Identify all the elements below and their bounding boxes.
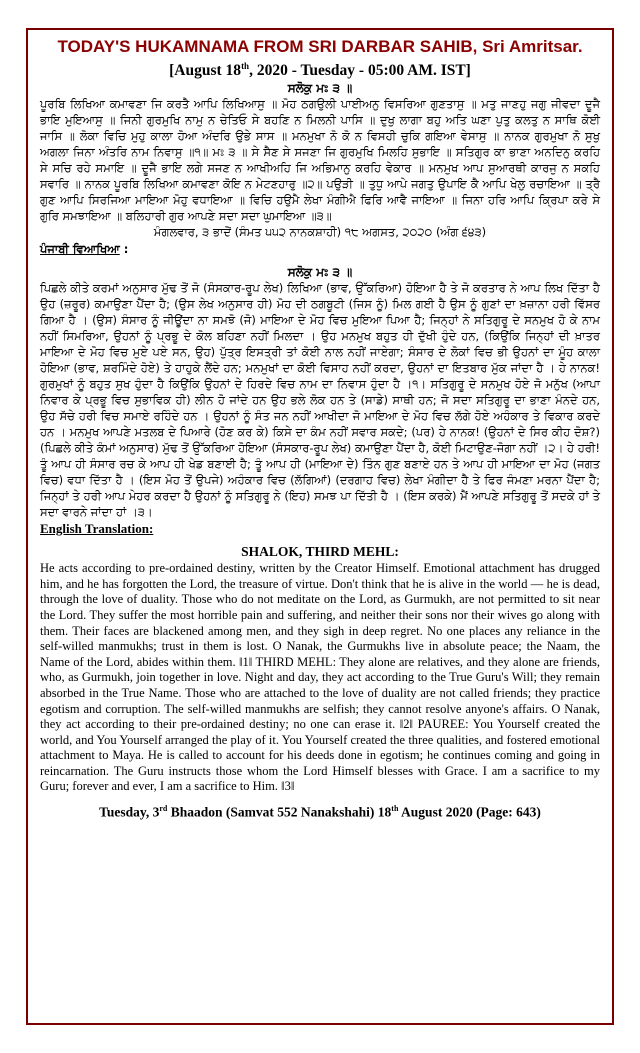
- punjabi-text: ਪਿਛਲੇ ਕੀਤੇ ਕਰਮਾਂ ਅਨੁਸਾਰ ਮੁੱਢ ਤੋਂ ਜੋ (ਸੰਸਕਾਰ-ਰੂਪ ਲੇਖ) ਲਿਖਿਆ (ਭਾਵ, ਉੱਕਰਿਆ) ਹੋਇਆ ਹੈ ਤੇ ਜੋ ਕਰਤਾਰ ਨੇ ਆਪ ਲਿਖ ਦਿੱਤਾ ਹੈ ਉਹ (ਜ਼ਰੂਰ) ਕਮਾਉਣਾ ਪੈਂਦਾ ਹੈ; (ਉਸ ਲੇਖ ਅਨੁਸਾਰ ਹੀ) ਮੋਹ ਦੀ ਠਗਬੂਟੀ (ਜਿਸ ਨੂੰ) ਮਿਲ ਗਈ ਹੈ ਉਸ ਨੂੰ ਗੁਣਾਂ ਦਾ ਖ਼ਜ਼ਾਨਾ ਹਰੀ ਵਿੱਸਰ ਗਿਆ ਹੈ । (ਉਸ) ਸੰਸਾਰ ਨੂੰ ਜੀਊਂਦਾ ਨਾ ਸਮਝੋ (ਜੋ) ਮਾਇਆ ਦੇ ਮੋਹ ਵਿਚ ਮੁਇਆ ਪਿਆ ਹੈ; ਜਿਨ੍ਹਾਂ ਨੇ ਸਤਿਗੁਰੂ ਦੇ ਸਨਮੁਖ ਹੋ ਕੇ ਨਾਮ ਨਹੀਂ ਸਿਮਰਿਆ, ਉਹਨਾਂ ਨੂੰ ਪ੍ਰਭੂ ਦੇ ਕੋਲ ਬਹਿਣਾ ਨਹੀਂ ਮਿਲਦਾ । ਉਹ ਮਨਮੁਖ ਬਹੁਤ ਹੀ ਦੁੱਖੀ ਹੁੰਦੇ ਹਨ, (ਕਿਉਂਕਿ ਜਿਨ੍ਹਾਂ ਦੀ ਖ਼ਾਤਰ ਮਾਇਆ ਦੇ ਮੋਹ ਵਿਚ ਮੁਏ ਪਏ ਸਨ, ਉਹ) ਪੁੱਤ੍ਰ ਇਸਤ੍ਰੀ ਤਾਂ ਕੋਈ ਨਾਲ ਨਹੀਂ ਜਾਏਗਾ; ਸੰਸਾਰ ਦੇ ਲੋਕਾਂ ਵਿਚ ਭੀ ਉਹਨਾਂ ਦਾ ਮੂੰਹ ਕਾਲਾ ਹੋਇਆ (ਭਾਵ, ਸ਼ਰਮਿੰਦੇ ਹੋਏ) ਤੇ ਹਾਹੁਕੇ ਲੈਂਦੇ ਹਨ; ਮਨਮੁਖਾਂ ਦਾ ਕੋਈ ਵਿਸਾਹ ਨਹੀਂ ਕਰਦਾ, ਉਹਨਾਂ ਦਾ ਇਤਬਾਰ ਮੁੱਕ ਜਾਂਦਾ ਹੈ । ਹੇ ਨਾਨਕ! ਗੁਰਮੁਖਾਂ ਨੂੰ ਬਹੁਤ ਸੁਖ ਹੁੰਦਾ ਹੈ ਕਿਉਂਕਿ ਉਹਨਾਂ ਦੇ ਹਿਰਦੇ ਵਿਚ ਨਾਮ ਦਾ ਨਿਵਾਸ ਹੁੰਦਾ ਹੈ ।੧। ਸਤਿਗੁਰੂ ਦੇ ਸਨਮੁਖ ਹੋਏ ਜੋ ਮਨੁੱਖ (ਆਪਾ ਨਿਵਾਰ ਕੇ ਪ੍ਰਭੂ ਵਿਚ ਸੁਭਾਵਿਕ ਹੀ) ਲੀਨ ਹੋ ਜਾਂਦੇ ਹਨ ਉਹ ਭਲੇ ਲੋਕ ਹਨ ਤੇ (ਸਾਡੇ) ਸਾਥੀ ਹਨ; ਜੋ ਸਦਾ ਸਤਿਗੁਰੂ ਦਾ ਭਾਣਾ ਮੰਨਦੇ ਹਨ, ਉਹ ਸੱਚੇ ਹਰੀ ਵਿਚ ਸਮਾਏ ਰਹਿੰਦੇ ਹਨ । ਉਹਨਾਂ ਨੂੰ ਸੰਤ ਜਨ ਨਹੀਂ ਆਖੀਦਾ ਜੋ ਮਾਇਆ ਦੇ ਮੋਹ ਵਿਚ ਲੱਗੇ ਹੋਏ ਅਹੰਕਾਰ ਤੇ ਵਿਕਾਰ ਕਰਦੇ ਹਨ । ਮਨਮੁਖ ਆਪਣੇ ਮਤਲਬ ਦੇ ਪਿਆਰੇ (ਹੋਣ ਕਰ ਕੇ) ਕਿਸੇ ਦਾ ਕੰਮ ਨਹੀਂ ਸਵਾਰ ਸਕਦੇ; (ਪਰ) ਹੇ ਨਾਨਕ! (ਉਹਨਾਂ ਦੇ ਸਿਰ ਕੀਹ ਦੋਸ਼?) (ਪਿਛਲੇ ਕੀਤੇ ਕੰਮਾਂ ਅਨੁਸਾਰ) ਮੁੱਢ ਤੋਂ ਉੱਕਰਿਆ ਹੋਇਆ (ਸੰਸਕਾਰ-ਰੂਪ ਲੇਖ) ਕਮਾਉਣਾ ਪੈਂਦਾ ਹੈ, ਕੋਈ ਮਿਟਾਉਣ-ਜੋਗਾ ਨਹੀਂ ।੨। ਹੇ ਹਰੀ! ਤੂੰ ਆਪ ਹੀ ਸੰਸਾਰ ਰਚ ਕੇ ਆਪ ਹੀ ਖੇਡ ਬਣਾਈ ਹੈ; ਤੂੰ ਆਪ ਹੀ (ਮਾਇਆ ਦੇ) ਤਿੰਨ ਗੁਣ ਬਣਾਏ ਹਨ ਤੇ ਆਪ ਹੀ ਮਾਇਆ ਦਾ ਮੋਹ (ਜਗਤ ਵਿਚ) ਵਧਾ ਦਿੱਤਾ ਹੈ । (ਇਸ ਮੋਹ ਤੋਂ ਉਪਜੇ) ਅਹੰਕਾਰ ਵਿਚ (ਲੱਗਿਆਂ) (ਦਰਗਾਹ ਵਿਚ) ਲੇਖਾ ਮੰਗੀਦਾ ਹੈ ਤੇ ਫਿਰ ਜੰਮਣਾ ਮਰਨਾ ਪੈਂਦਾ ਹੈ; ਜਿਨ੍ਹਾਂ ਤੇ ਹਰੀ ਆਪ ਮੇਹਰ ਕਰਦਾ ਹੈ ਉਹਨਾਂ ਨੂੰ ਸਤਿਗੁਰੂ ਨੇ (ਇਹ) ਸਮਝ ਪਾ ਦਿੱਤੀ ਹੈ । (ਇਸ ਕਰਕੇ) ਮੈਂ ਆਪਣੇ ਸਤਿਗੁਰੂ ਤੋਂ ਸਦਕੇ ਹਾਂ ਤੇ ਸਦਾ ਵਾਰਨੇ ਜਾਂਦਾ ਹਾਂ ।੩।: [40, 281, 600, 520]
- footer-suffix: August 2020 (Page: 643): [398, 804, 541, 820]
- hukam-text: ਪੂਰਬਿ ਲਿਖਿਆ ਕਮਾਵਣਾ ਜਿ ਕਰਤੈ ਆਪਿ ਲਿਖਿਆਸੁ ॥ ਮੋਹ ਠਗਉਲੀ ਪਾਈਅਨੁ ਵਿਸਰਿਆ ਗੁਣਤਾਸੁ ॥ ਮਤੁ ਜਾਣਹੁ ਜਗੁ ਜੀਵਦਾ ਦੂਜੈ ਭਾਇ ਮੁਇਆਸੁ ॥ ਜਿਨੀ ਗੁਰਮੁਖਿ ਨਾਮੁ ਨ ਚੇਤਿਓ ਸੇ ਬਹਣਿ ਨ ਮਿਲਨੀ ਪਾਸਿ ॥ ਦੁਖੁ ਲਾਗਾ ਬਹੁ ਅਤਿ ਘਣਾ ਪੁਤੁ ਕਲਤੁ ਨ ਸਾਥਿ ਕੋਈ ਜਾਸਿ ॥ ਲੋਕਾ ਵਿਚਿ ਮੁਹੁ ਕਾਲਾ ਹੋਆ ਅੰਦਰਿ ਉਭੇ ਸਾਸ ॥ ਮਨਮੁਖਾ ਨੋ ਕੋ ਨ ਵਿਸਹੀ ਚੁਕਿ ਗਇਆ ਵੇਸਾਸੁ ॥ ਨਾਨਕ ਗੁਰਮੁਖਾ ਨੋ ਸੁਖੁ ਅਗਲਾ ਜਿਨਾ ਅੰਤਰਿ ਨਾਮ ਨਿਵਾਸੁ ॥੧॥ ਮਃ ੩ ॥ ਸੇ ਸੈਣ ਸੇ ਸਜਣਾ ਜਿ ਗੁਰਮੁਖਿ ਮਿਲਹਿ ਸੁਭਾਇ ॥ ਸਤਿਗੁਰ ਕਾ ਭਾਣਾ ਅਨਦਿਨੁ ਕਰਹਿ ਸੇ ਸਚਿ ਰਹੇ ਸਮਾਇ ॥ ਦੂਜੈ ਭਾਇ ਲਗੇ ਸਜਣ ਨ ਆਖੀਅਹਿ ਜਿ ਅਭਿਮਾਨੁ ਕਰਹਿ ਵੇਕਾਰ ॥ ਮਨਮੁਖ ਆਪ ਸੁਆਰਥੀ ਕਾਰਜੁ ਨ ਸਕਹਿ ਸਵਾਰਿ ॥ ਨਾਨਕ ਪੂਰਬਿ ਲਿਖਿਆ ਕਮਾਵਣਾ ਕੋਇ ਨ ਮੇਟਣਹਾਰੁ ॥੨॥ ਪਉੜੀ ॥ ਤੁਧੁ ਆਪੇ ਜਗਤੁ ਉਪਾਇ ਕੈ ਆਪਿ ਖੇਲੁ ਰਚਾਇਆ ॥ ਤ੍ਰੈ ਗੁਣ ਆਪਿ ਸਿਰਜਿਆ ਮਾਇਆ ਮੋਹੁ ਵਧਾਇਆ ॥ ਵਿਚਿ ਹਉਮੈ ਲੇਖਾ ਮੰਗੀਐ ਫਿਰਿ ਆਵੈ ਜਾਇਆ ॥ ਜਿਨਾ ਹਰਿ ਆਪਿ ਕ੍ਰਿਪਾ ਕਰੇ ਸੇ ਗੁਰਿ ਸਮਝਾਇਆ ॥ ਬਲਿਹਾਰੀ ਗੁਰ ਆਪਣੇ ਸਦਾ ਸਦਾ ਘੁਮਾਇਆ ॥੩॥: [40, 97, 600, 224]
- punjabi-label: ਪੰਜਾਬੀ ਵਿਆਖਿਆ: [40, 242, 120, 257]
- punjabi-label-line: [40, 241, 600, 258]
- hukam-meta: ਮੰਗਲਵਾਰ, ੩ ਭਾਦੋਂ (ਸੰਮਤ ੫੫੨ ਨਾਨਕਸ਼ਾਹੀ) ੧੮ ਅਗਸਤ, ੨੦੨੦ (ਅੰਗ ੬੪੩): [153, 225, 487, 240]
- footer-middle: Bhaadon (Samvat 552 Nanakshahi) 18: [167, 804, 392, 820]
- footer-line: [40, 799, 600, 822]
- date-line: [40, 57, 600, 80]
- footer-sup2: th: [391, 804, 399, 814]
- punjabi-heading: ਸਲੋਕੁ ਮਃ ੩ ॥: [287, 265, 353, 280]
- date-prefix: [August 18: [169, 62, 242, 80]
- footer-sup1: rd: [159, 804, 168, 814]
- date-suffix: , 2020 - Tuesday - 05:00 AM. IST]: [249, 62, 471, 80]
- english-label: English Translation:: [40, 521, 154, 537]
- page-title: TODAY'S HUKAMNAMA FROM SRI DARBAR SAHIB, Sri Amritsar.: [57, 37, 583, 56]
- footer-prefix: Tuesday, 3: [99, 804, 160, 820]
- punjabi-label-suffix: :: [119, 242, 129, 257]
- date-sup: th: [241, 61, 250, 71]
- hukam-heading: ਸਲੋਕੁ ਮਃ ੩ ॥: [287, 81, 353, 96]
- english-text: He acts according to pre-ordained destiny, written by the Creator Himself. Emotional attachment has drugged him, and he has forgotten the Lord, the treasure of virtue. Don't think that he is alive in the world — he is dead, through the love of duality. Those who do not meditate on the Lord, as Gurmukh, are not permitted to sit near the Lord. They suffer the most horrible pain and suffering, and neither their sons nor their wives go along with them. Their faces are blackened among men, and they sigh in deep regret. No one places any reliance in the self-willed manmukhs; trust in them is lost. O Nanak, the Gurmukhs live in absolute peace; the Naam, the Name of the Lord, abides within them. ‖1‖ THIRD MEHL: They alone are relatives, and they alone are friends, who, as Gurmukh, join together in love. Night and day, they act according to the True Guru's Will; they remain absorbed in the True Name. Those who are attached to the love of duality are not called friends; they practice egotism and corruption. The self-willed manmukhs are selfish; they cannot resolve anyone's affairs. O Nanak, they act according to their pre-ordained destiny; no one can erase it. ‖2‖ PAUREE: You Yourself created the world, and You Yourself arranged the play of it. You Yourself created the three qualities, and fostered emotional attachment to Maya. He is called to account for his deeds done in egotism; he continues coming and going in reincarnation. The Guru instructs those whom the Lord Himself blesses with Grace. I am a sacrifice to my Guru; forever and ever, I am a sacrifice to Him. ‖3‖: [40, 561, 600, 794]
- hukamnama-frame: [26, 28, 614, 1025]
- english-heading: SHALOK, THIRD MEHL:: [241, 544, 399, 560]
